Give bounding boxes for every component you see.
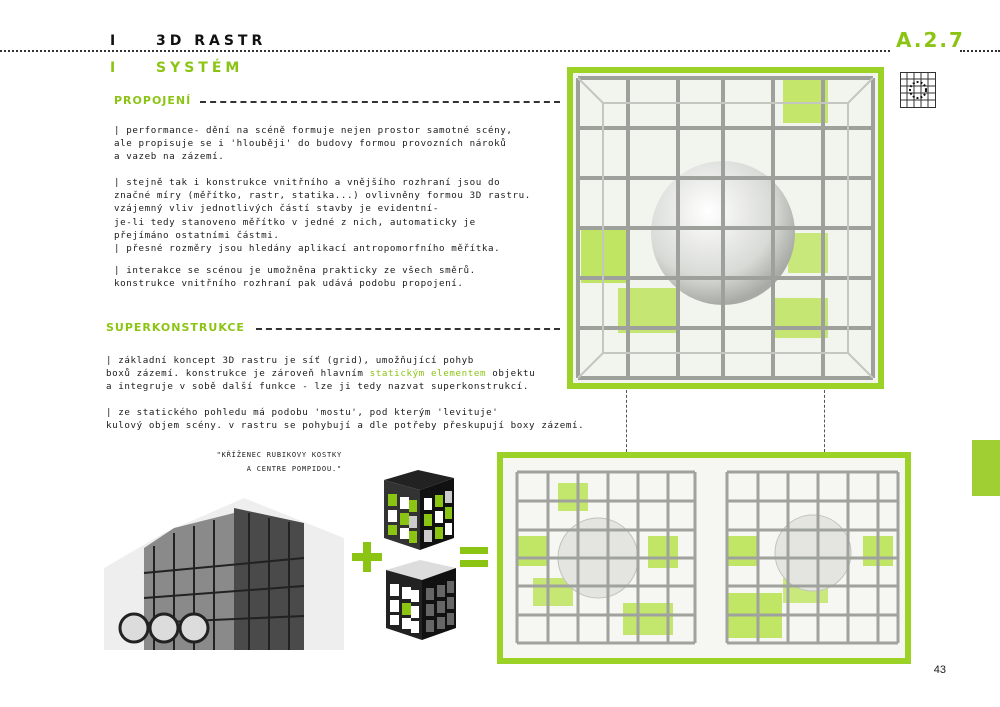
paragraph-4: | základní koncept 3D rastru je síť (grid), umožňující pohyb boxů zázemí. konstrukce je zároveň hlavním statickým elementem objektu a integruje v sobě další funkce - lze ji tedy nazvat superkonstrukcí. [106, 355, 536, 393]
section-divider-2 [256, 328, 560, 330]
grid-render-pair [497, 452, 911, 664]
paragraph-2: | stejně tak i konstrukce vnitřního a vnějšího rozhraní jsou do značné míry (měřítko, rastr, statika...) ovlivněny formou 3D rastru. vzájemný vliv jednotlivých částí stavby je evidentní- je-li tedy stanoveno měřítko v jedné z nich, automaticky je přejímáno ostatními částmi. | přesné rozměry jsou hledány aplikací antropomorfního měřítka. [114, 177, 531, 255]
equals-icon [460, 545, 488, 569]
section-title-superkonstrukce: SUPERKONSTRUKCE [106, 321, 245, 334]
paragraph-1: | performance- dění na scéně formuje nejen prostor samotné scény, ale propisuje se i 'hlouběji' do budovy formou provozních nároků a vazeb na zázemí. [114, 125, 513, 163]
paragraph-5: | ze statického pohledu má podobu 'mostu', pod kterým 'levituje' kulový objem scény. v rastru se pohybují a dle potřeby přeskupují boxy zázemí. [106, 407, 585, 432]
side-tab-marker [972, 440, 1000, 496]
section-title-propojeni: PROPOJENÍ [114, 94, 192, 107]
quote-caption: "KŘÍŽENEC RUBIKOVY KOSTKY A CENTRE POMPIDOU." [216, 451, 342, 473]
highlight-static-element: statickým elementem [369, 368, 487, 380]
rubiks-cube-bottom [380, 560, 462, 642]
rubiks-cube-top [378, 470, 460, 552]
paragraph-3: | interakce se scénou je umožněna prakticky ze všech směrů. konstrukce vnitřního rozhraní pak udává podobu propojení. [114, 265, 476, 290]
header-dotted-rule [0, 50, 890, 52]
grid-render-main [567, 67, 884, 389]
section-divider-1 [200, 101, 560, 103]
connector-line-left [626, 390, 627, 452]
centre-pompidou-photo [104, 478, 344, 650]
grid-icon [900, 72, 936, 108]
header-dotted-rule-right [960, 50, 1000, 52]
header-title-line1: I 3D RASTR [110, 33, 267, 49]
sheet-code: A.2.7 [896, 28, 965, 52]
connector-line-right [824, 390, 825, 452]
header-title-line2: I SYSTÉM [110, 60, 244, 76]
page-number: 43 [933, 664, 946, 676]
